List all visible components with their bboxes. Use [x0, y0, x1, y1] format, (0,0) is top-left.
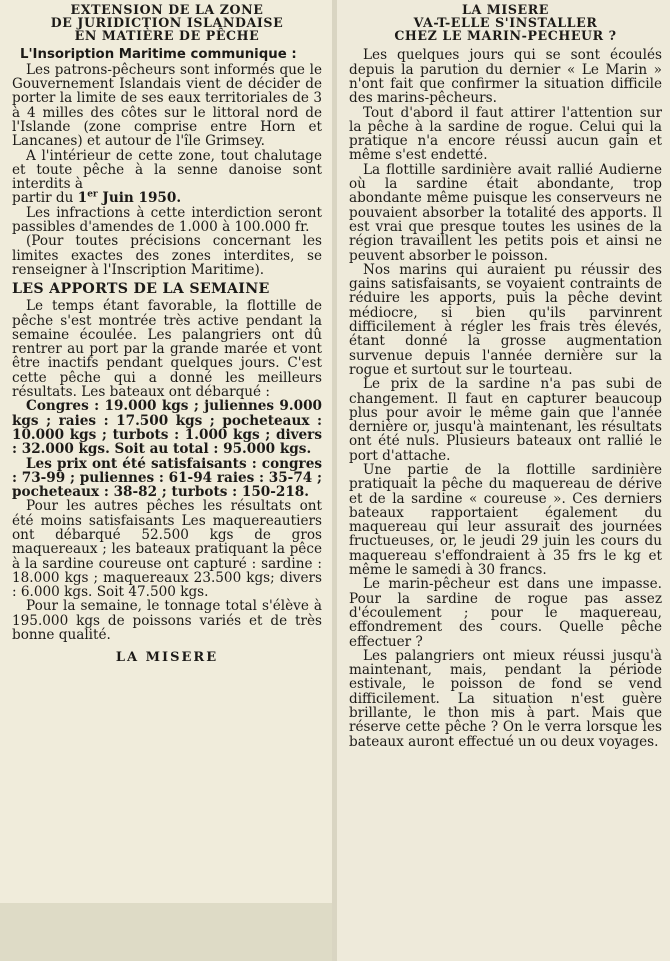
article-headline-line-1: LA MISERE: [461, 2, 549, 17]
article-headline-line-3: CHEZ LE MARIN-PECHEUR ?: [394, 27, 617, 43]
catch-figures: Congres : 19.000 kgs ; juliennes 9.000 kgs ; raies : 17.500 kgs ; pocheteaux : 10.000 kgs ; turbots : 1.000 kgs ; divers : 32.000 kgs. Soit au total : 95.000 kgs.: [12, 398, 322, 458]
article-paragraph: [12, 191, 322, 205]
article-paragraph: Le marin-pêcheur est dans une impasse. Pour la sardine de rogue pas assez d'écoulement ; pour le maquereau, effondrement des cours. Quelle pêche effectuer ?: [349, 576, 662, 650]
right-column: [337, 0, 670, 961]
article-paragraph: Pour les autres pêches les résultats ont été moins satisfaisants Les maquereautiers ont débarqué 52.500 kgs de gros maquereaux ; les bateaux pratiquant la pêce à la sardine coureuse ont capturé : sardine : 18.000 kgs ; maquereaux 23.500 kgs; divers : 6.000 kgs. Soit 47.500 kgs.: [12, 498, 322, 601]
article-paragraph: Tout d'abord il faut attirer l'attention sur la pêche à la sardine de rogue. Celui qui la pratique n'a encore réussi aucun gain et même s'est endetté.: [349, 104, 662, 164]
article-headline-line-2: DE JURIDICTION ISLANDAISE: [50, 14, 284, 30]
price-figures: Les prix ont été satisfaisants : congres : 73-99 ; puliennes : 61-94 raies : 35-74 ; pocheteaux : 38-82 ; turbots : 150-218.: [12, 455, 322, 501]
date-ordinal: er: [87, 189, 98, 200]
date-prefix: partir du: [12, 190, 74, 207]
article-paragraph: Pour la semaine, le tonnage total s'élève à 195.000 kgs de poissons variés et de très bonne qualité.: [12, 598, 322, 644]
article-paragraph: Les patrons-pêcheurs sont informés que le Gouvernement Islandais vient de décider de porter la limite de ses eaux territoriales de 3 à 4 milles des côtes sur le littoral nord de l'Islande (zone comprise entre Horn et Lancanes) et autour de l'île Grimsey.: [12, 61, 322, 150]
catch-statistics: [12, 399, 322, 499]
article-headline-line-2: VA-T-ELLE S'INSTALLER: [413, 14, 598, 30]
article-headline-line-3: EN MATIÈRE DE PÊCHE: [74, 27, 260, 43]
article-paragraph: Les palangriers ont mieux réussi jusqu'à maintenant, mais, pendant la période estivale, le poisson de fond se vend difficilement. La situation n'est guère brillante, le thon mis à part. Mais que réserve cette pêche ? On le verra lorsque les bateaux auront effectué un ou deux voyages.: [349, 647, 662, 750]
article-headline-line-1: EXTENSION DE LA ZONE: [70, 2, 264, 17]
article-paragraph: A l'intérieur de cette zone, tout chalutage et toute pêche à la senne danoise sont interdits à: [12, 147, 322, 193]
cut-off-heading: LA MISERE: [115, 650, 219, 666]
date-rest: Juin 1950.: [97, 190, 182, 207]
date-day: 1: [77, 190, 88, 207]
left-column: [0, 0, 332, 961]
article-paragraph: Le temps étant favorable, la flottille de pêche s'est montrée très active pendant la semaine écoulée. Les palangriers ont dû rentrer au port par la grande marée et vont être inactifs pendant quelques jours. C'est cette pêche qui a donné les meilleurs résultats. Les bateaux ont débarqué :: [12, 298, 322, 401]
lead-line: L'Insoription Maritime communique :: [20, 47, 297, 63]
article-paragraph: Une partie de la flottille sardinière pratiquait la pêche du maquereau de dérive et de la sardine « coureuse ». Ces derniers bateaux rapportaient également du maquereau qui leur assurait des journées fructueuses, or, le jeudi 29 juin les cours du maquereau s'effondraient à 35 frs le kg et même le samedi à 30 francs.: [349, 462, 662, 579]
section-heading: LES APPORTS DE LA SEMAINE: [12, 281, 270, 298]
article-paragraph: Nos marins qui auraient pu réussir des gains satisfaisants, se voyaient contraints de réduire les apports, puis la pêche devint médiocre, si bien qu'ils parvinrent difficilement à régler les frais très élevés, étant donné la grosse augmentation survenue depuis l'année dernière sur la rogue et surtout sur le tourteau.: [349, 261, 662, 378]
article-paragraph: La flottille sardinière avait rallié Audierne où la sardine était abondante, trop abondante même puisque les conserveurs ne pouvaient absorber la totalité des apports. Il est vrai que presque toutes les usines de la région travaillent les petits pois et ainsi ne peuvent absorber le poisson.: [349, 161, 662, 264]
article-paragraph: (Pour toutes précisions concernant les limites exactes des zones interdites, se renseigner à l'Inscription Maritime).: [12, 233, 322, 278]
article-paragraph: Les infractions à cette interdiction seront passibles d'amendes de 1.000 à 100.000 fr.: [12, 204, 322, 236]
article-paragraph: Le prix de la sardine n'a pas subi de changement. Il faut en capturer beaucoup plus pour avoir le même gain que l'année dernière or, jusqu'à maintenant, les résultats ont été nuls. Plusieurs bateaux ont rallié le port d'attache.: [349, 376, 662, 464]
article-paragraph: Les quelques jours qui se sont écoulés depuis la parution du dernier « Le Marin » n'ont fait que confirmer la situation difficile des marins-pêcheurs.: [349, 47, 662, 107]
page-fold-shadow: [0, 903, 332, 961]
